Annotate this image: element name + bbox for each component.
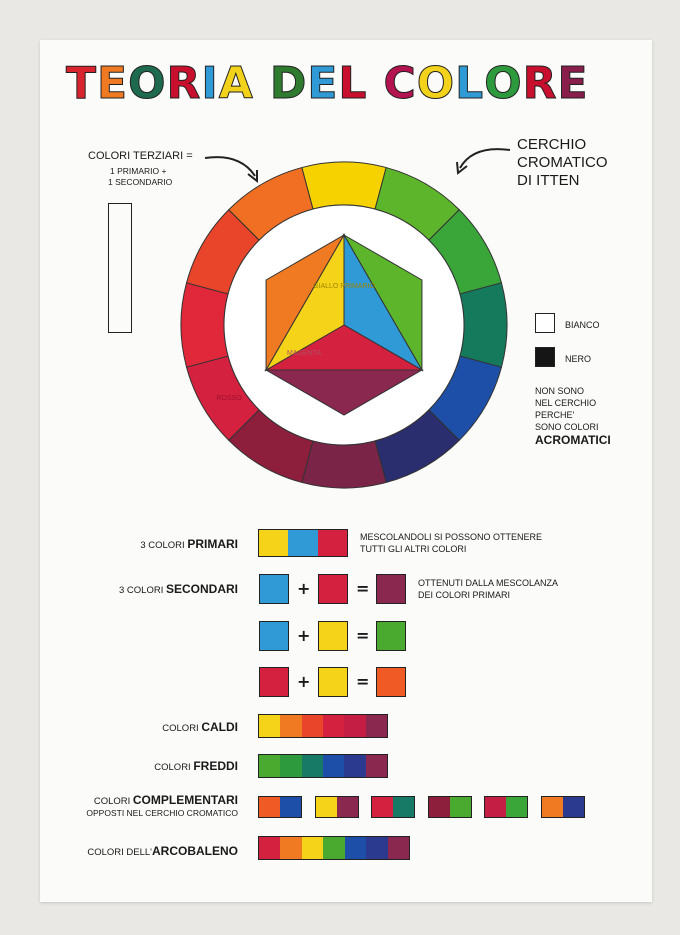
complementari-line2: OPPOSTI NEL CERCHIO CROMATICO [86,808,238,818]
secondari-desc2: DEI COLORI PRIMARI [418,590,511,600]
acromatici-note3: PERCHE' [535,410,575,420]
freddi-swatch [366,755,387,777]
complementari-swatch [337,797,358,817]
acromatici-note5: ACROMATICI [535,433,611,447]
secondari-operand-a [259,621,289,651]
cerchio-line1: CERCHIO [517,136,587,153]
title-letter: C [383,58,417,109]
wheel-label-rosso: ROSSO [216,395,242,402]
acromatici-note2: NEL CERCHIO [535,398,597,408]
poster-title [66,58,589,109]
caldi-swatch [366,715,387,737]
title-letter: O [484,58,523,109]
cerchio-line3: DI ITTEN [517,172,580,189]
complementari-swatch [563,797,584,817]
nero-label: NERO [565,354,592,364]
complementari-swatch [485,797,506,817]
wheel-inner-shapes [224,205,464,445]
acromatici-note1: NON SONO [535,386,585,396]
terziari-title: COLORI TERZIARI = [88,150,193,162]
complementari-label: COLORI COMPLEMENTARI [93,793,238,807]
title-letter: R [166,58,202,109]
complementari-pair [428,796,472,818]
complementari-pair [484,796,528,818]
primari-swatch [318,530,347,556]
nero-swatch [535,347,555,367]
secondari-operand-b [318,574,348,604]
title-letter: O [416,58,456,109]
freddi-swatch [344,755,365,777]
secondari-operand-b [318,621,348,651]
title-letter [254,58,270,109]
itten-color-wheel [174,160,514,490]
title-letter: E [557,58,589,109]
arcobaleno-swatch [259,837,280,859]
bianco-swatch [535,313,555,333]
primari-desc1: MESCOLANDOLI SI POSSONO OTTENERE [360,532,543,542]
arcobaleno-strip [258,836,410,860]
arcobaleno-swatch [302,837,323,859]
caldi-label: COLORI CALDI [162,720,238,734]
plus-sign: + [297,672,311,691]
secondari-operand-a [259,667,289,697]
complementari-swatch [450,797,471,817]
terziari-strip [108,203,132,333]
caldi-swatch [259,715,280,737]
equals-sign: = [356,626,370,645]
freddi-swatch [302,755,323,777]
freddi-strip [258,754,388,778]
plus-sign: + [297,626,311,645]
bianco-label: BIANCO [565,320,600,330]
wheel-label-magenta: MAGENTA [286,350,322,357]
complementari-pair [541,796,585,818]
arcobaleno-swatch [323,837,344,859]
arcobaleno-swatch [388,837,409,859]
title-letter: T [66,58,98,109]
equals-sign: = [356,672,370,691]
caldi-swatch [323,715,344,737]
complementari-pair [258,796,302,818]
complementari-pair [371,796,415,818]
acromatici-note4: SONO COLORI [535,422,599,432]
secondari-result [376,574,406,604]
primari-desc2: TUTTI GLI ALTRI COLORI [360,544,467,554]
secondari-operand-b [318,667,348,697]
caldi-strip [258,714,388,738]
wheel-segment [302,162,386,209]
wheel-segment [460,283,507,367]
primari-label: 3 COLORI PRIMARI [140,537,238,551]
primari-swatch [259,530,288,556]
title-letter: O [128,58,167,109]
complementari-swatch [259,797,280,817]
title-letter [367,58,383,109]
cerchio-line2: CROMATICO [517,154,608,171]
plus-sign: + [297,579,311,598]
title-letter: L [455,58,485,109]
title-letter: E [97,58,129,109]
arcobaleno-swatch [366,837,387,859]
complementari-swatch [429,797,450,817]
wheel-label-yellow: GIALLO PRIMARIO [313,283,375,290]
secondari-operand-a [259,574,289,604]
wheel-segment [302,441,386,488]
title-letter: A [218,58,254,109]
complementari-swatch [542,797,563,817]
caldi-swatch [302,715,323,737]
primari-swatch [288,530,317,556]
secondari-desc1: OTTENUTI DALLA MESCOLANZA [418,578,559,588]
complementari-swatch [506,797,527,817]
secondari-result [376,667,406,697]
equals-sign: = [356,579,370,598]
freddi-label: COLORI FREDDI [154,759,238,773]
arcobaleno-label: COLORI DELL'ARCOBALENO [87,844,238,858]
title-letter: L [338,58,368,109]
title-letter: I [201,58,219,109]
arcobaleno-swatch [345,837,366,859]
terziari-line1: 1 PRIMARIO + [110,166,167,176]
caldi-swatch [280,715,301,737]
freddi-swatch [259,755,280,777]
caldi-swatch [344,715,365,737]
title-letter: D [269,58,308,109]
freddi-swatch [323,755,344,777]
secondari-result [376,621,406,651]
title-letter: E [307,58,339,109]
freddi-swatch [280,755,301,777]
complementari-pair [315,796,359,818]
arcobaleno-swatch [280,837,301,859]
wheel-segment [181,283,228,367]
complementari-swatch [372,797,393,817]
terziari-line2: 1 SECONDARIO [108,177,173,187]
complementari-swatch [280,797,301,817]
title-letter: R [522,58,558,109]
primari-strip [258,529,348,557]
complementari-swatch [316,797,337,817]
complementari-swatch [393,797,414,817]
secondari-label: 3 COLORI SECONDARI [118,582,238,596]
